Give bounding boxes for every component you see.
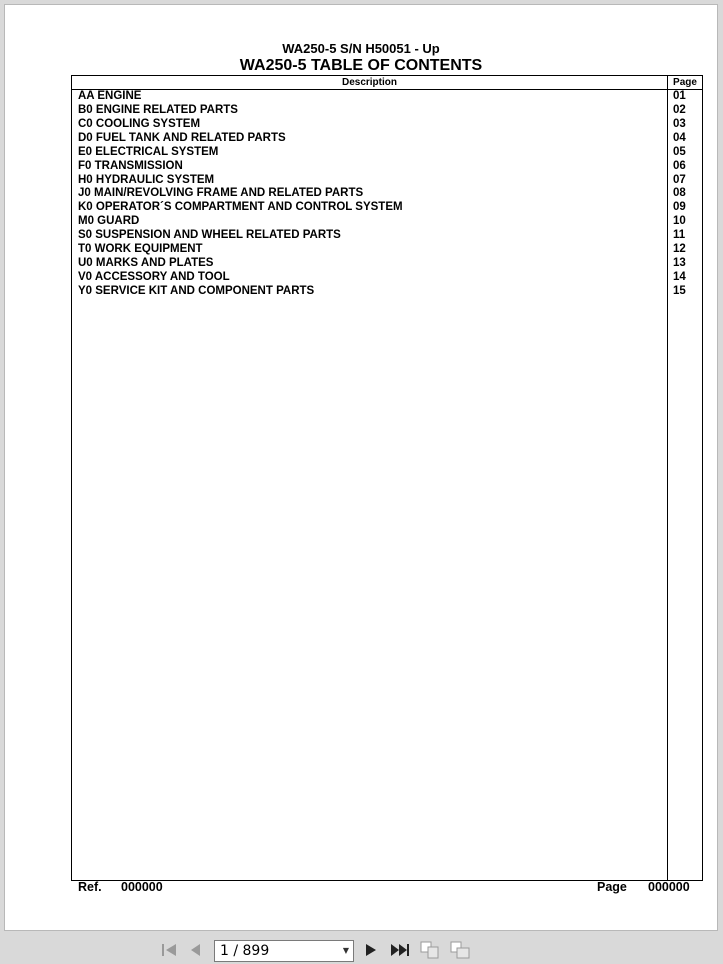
last-page-icon[interactable] (390, 941, 410, 959)
toc-page-number: 02 (673, 103, 686, 116)
toc-row[interactable] (72, 160, 702, 174)
toc-page-number: 03 (673, 117, 686, 130)
toc-row[interactable] (72, 104, 702, 118)
toc-description: M0 GUARD (78, 215, 140, 228)
column-header-description: Description (341, 77, 397, 88)
column-header-page: Page (673, 77, 697, 88)
page-title: WA250-5 TABLE OF CONTENTS (239, 57, 483, 74)
toc-page-number: 12 (673, 243, 686, 256)
footer-page-label: Page (597, 880, 627, 894)
toc-description: T0 WORK EQUIPMENT (78, 243, 203, 256)
toc-description: B0 ENGINE RELATED PARTS (78, 103, 238, 116)
footer-ref-value: 000000 (121, 880, 163, 894)
toc-page-number: 01 (673, 90, 686, 102)
toc-description: V0 ACCESSORY AND TOOL (78, 270, 230, 283)
toc-page-number: 11 (673, 229, 686, 242)
toc-row[interactable] (72, 243, 702, 257)
first-page-icon[interactable] (160, 941, 178, 959)
toc-row[interactable] (72, 118, 702, 132)
toc-rows (72, 90, 702, 299)
toc-page-number: 06 (673, 159, 686, 172)
toc-description: C0 COOLING SYSTEM (78, 117, 201, 130)
toc-page-number: 04 (673, 131, 686, 144)
toc-description: H0 HYDRAULIC SYSTEM (78, 173, 215, 186)
document-page (4, 4, 718, 931)
toc-row[interactable] (72, 285, 702, 299)
toc-page-number: 05 (673, 145, 686, 158)
document-subtitle: WA250-5 S/N H50051 - Up (282, 41, 440, 56)
toc-row[interactable] (72, 201, 702, 215)
footer-page-value: 000000 (648, 880, 690, 894)
toc-page-number: 09 (673, 201, 686, 214)
toc-row[interactable] (72, 146, 702, 160)
toc-row[interactable] (72, 257, 702, 271)
toc-page-number: 10 (673, 215, 686, 228)
toc-row[interactable] (72, 215, 702, 229)
two-page-view-icon[interactable] (450, 941, 470, 959)
toc-description: E0 ELECTRICAL SYSTEM (78, 145, 219, 158)
toc-description: AA ENGINE (78, 90, 142, 102)
toc-page-number: 14 (673, 270, 686, 283)
toc-description: D0 FUEL TANK AND RELATED PARTS (78, 131, 286, 144)
page-indicator: 1 / 899 (220, 943, 270, 959)
toc-description: Y0 SERVICE KIT AND COMPONENT PARTS (78, 284, 315, 297)
toc-table (71, 75, 703, 881)
next-page-icon[interactable] (364, 941, 378, 959)
toc-page-number: 07 (673, 173, 686, 186)
chevron-down-icon: ▼ (342, 946, 349, 955)
previous-page-icon[interactable] (188, 941, 202, 959)
single-page-view-icon[interactable] (420, 941, 440, 959)
toc-page-number: 08 (673, 187, 686, 200)
page-number-select[interactable] (214, 940, 354, 962)
toc-page-number: 13 (673, 257, 686, 270)
toc-row[interactable] (72, 174, 702, 188)
toc-description: S0 SUSPENSION AND WHEEL RELATED PARTS (78, 229, 341, 242)
toc-description: K0 OPERATOR´S COMPARTMENT AND CONTROL SYSTEM (78, 201, 403, 214)
toc-description: U0 MARKS AND PLATES (78, 257, 214, 270)
toc-row[interactable] (72, 187, 702, 201)
toc-page-number: 15 (673, 284, 686, 297)
toc-description: F0 TRANSMISSION (78, 159, 183, 172)
toc-row[interactable] (72, 271, 702, 285)
toc-description: J0 MAIN/REVOLVING FRAME AND RELATED PARTS (78, 187, 364, 200)
toc-row[interactable] (72, 229, 702, 243)
footer-ref-label: Ref. (78, 880, 102, 894)
toc-row[interactable] (72, 90, 702, 104)
toc-row[interactable] (72, 132, 702, 146)
viewer-toolbar (0, 935, 723, 964)
